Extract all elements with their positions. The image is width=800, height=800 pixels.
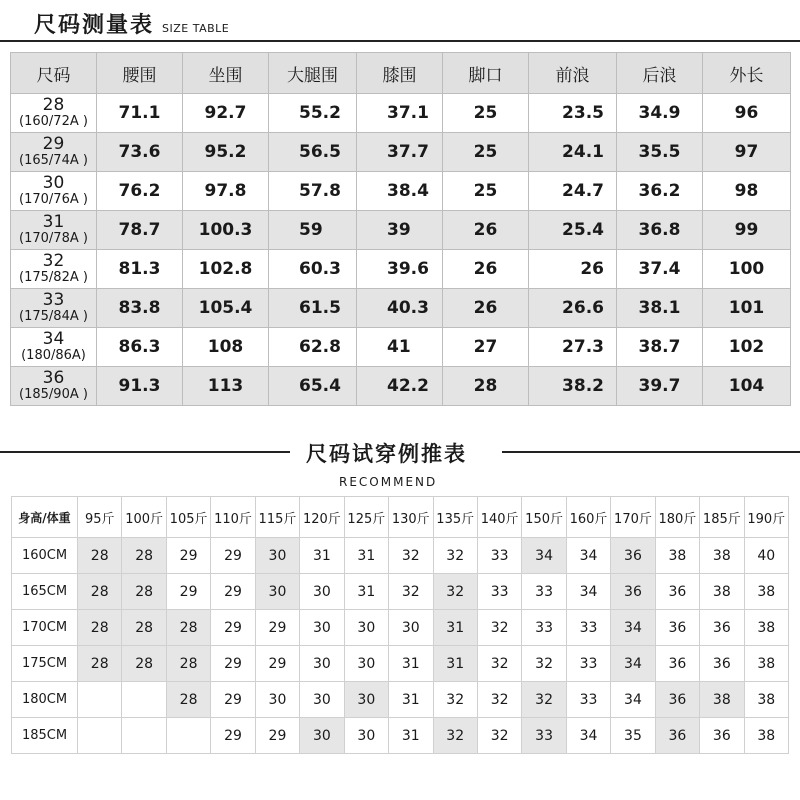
recommend-size-cell: 30 bbox=[344, 718, 388, 754]
recommend-size-cell: 30 bbox=[300, 718, 344, 754]
measurement-cell: 39 bbox=[357, 211, 443, 250]
recommend-size-cell: 31 bbox=[433, 646, 477, 682]
recommend-table-header bbox=[12, 497, 789, 538]
measurement-cell: 39.7 bbox=[617, 367, 703, 406]
recommend-size-cell: 33 bbox=[477, 574, 521, 610]
measurement-cell: 97 bbox=[703, 133, 791, 172]
measurement-cell: 37.4 bbox=[617, 250, 703, 289]
recommend-size-cell: 33 bbox=[522, 574, 566, 610]
measurement-cell: 38.7 bbox=[617, 328, 703, 367]
recommend-size-cell: 38 bbox=[744, 574, 788, 610]
size-spec: (185/90A ) bbox=[19, 387, 88, 403]
size-cell bbox=[11, 289, 97, 328]
recommend-size-cell: 28 bbox=[78, 538, 122, 574]
recommend-size-cell: 28 bbox=[166, 646, 210, 682]
recommend-size-cell: 28 bbox=[78, 610, 122, 646]
recommend-size-cell: 28 bbox=[122, 574, 166, 610]
recommend-size-cell: 36 bbox=[655, 682, 699, 718]
measurement-cell: 65.4 bbox=[269, 367, 357, 406]
measurement-cell: 95.2 bbox=[183, 133, 269, 172]
size-column-header: 前浪 bbox=[529, 53, 617, 94]
measurement-cell: 26 bbox=[443, 289, 529, 328]
recommend-size-cell: 32 bbox=[477, 682, 521, 718]
size-row bbox=[11, 211, 791, 250]
weight-header: 120斤 bbox=[300, 497, 344, 538]
measurement-cell: 104 bbox=[703, 367, 791, 406]
size-table-header bbox=[11, 53, 791, 94]
recommend-size-cell: 31 bbox=[344, 574, 388, 610]
measurement-cell: 38.4 bbox=[357, 172, 443, 211]
recommend-size-cell: 29 bbox=[211, 538, 255, 574]
weight-header: 185斤 bbox=[700, 497, 744, 538]
measurement-cell: 76.2 bbox=[97, 172, 183, 211]
measurement-cell: 25.4 bbox=[529, 211, 617, 250]
size-row bbox=[11, 133, 791, 172]
recommend-size-cell: 30 bbox=[300, 646, 344, 682]
recommend-size-cell: 30 bbox=[300, 574, 344, 610]
measurement-cell: 56.5 bbox=[269, 133, 357, 172]
recommend-size-cell: 34 bbox=[566, 718, 610, 754]
measurement-cell: 36.8 bbox=[617, 211, 703, 250]
recommend-size-cell: 31 bbox=[300, 538, 344, 574]
recommend-size-cell bbox=[166, 718, 210, 754]
weight-header: 190斤 bbox=[744, 497, 788, 538]
measurement-cell: 42.2 bbox=[357, 367, 443, 406]
measurement-cell: 61.5 bbox=[269, 289, 357, 328]
size-table-title: 尺码测量表 bbox=[34, 13, 155, 38]
recommend-row bbox=[12, 610, 789, 646]
recommend-size-cell: 30 bbox=[255, 574, 299, 610]
recommend-size-cell: 33 bbox=[522, 718, 566, 754]
measurement-cell: 25 bbox=[443, 133, 529, 172]
measurement-cell: 108 bbox=[183, 328, 269, 367]
size-column-header: 脚口 bbox=[443, 53, 529, 94]
weight-header: 115斤 bbox=[255, 497, 299, 538]
recommend-size-cell: 36 bbox=[611, 574, 655, 610]
recommend-size-cell: 32 bbox=[433, 682, 477, 718]
size-spec: (160/72A ) bbox=[19, 114, 88, 130]
recommend-size-cell: 28 bbox=[166, 610, 210, 646]
recommend-size-cell: 34 bbox=[611, 682, 655, 718]
recommend-size-cell: 38 bbox=[744, 718, 788, 754]
size-label: 31 bbox=[42, 212, 65, 233]
measurement-cell: 113 bbox=[183, 367, 269, 406]
size-cell bbox=[11, 211, 97, 250]
recommend-size-cell: 29 bbox=[255, 646, 299, 682]
recommend-size-cell: 32 bbox=[389, 574, 433, 610]
size-cell bbox=[11, 172, 97, 211]
measurement-cell: 83.8 bbox=[97, 289, 183, 328]
recommend-size-cell: 29 bbox=[255, 610, 299, 646]
measurement-cell: 102 bbox=[703, 328, 791, 367]
measurement-cell: 57.8 bbox=[269, 172, 357, 211]
recommend-size-cell: 28 bbox=[78, 574, 122, 610]
size-spec: (180/86A) bbox=[21, 348, 86, 364]
size-label: 33 bbox=[42, 290, 65, 311]
recommend-size-cell: 28 bbox=[122, 646, 166, 682]
height-label: 165CM bbox=[12, 574, 78, 610]
measurement-cell: 100.3 bbox=[183, 211, 269, 250]
recommend-size-cell: 40 bbox=[744, 538, 788, 574]
measurement-cell: 23.5 bbox=[529, 94, 617, 133]
size-row bbox=[11, 367, 791, 406]
weight-header: 110斤 bbox=[211, 497, 255, 538]
recommend-size-cell: 30 bbox=[255, 682, 299, 718]
height-label: 180CM bbox=[12, 682, 78, 718]
header-rule bbox=[0, 40, 800, 42]
recommend-size-cell: 31 bbox=[433, 610, 477, 646]
measurement-cell: 73.6 bbox=[97, 133, 183, 172]
measurement-cell: 34.9 bbox=[617, 94, 703, 133]
height-label: 175CM bbox=[12, 646, 78, 682]
recommend-size-cell bbox=[122, 682, 166, 718]
recommend-size-cell: 29 bbox=[211, 610, 255, 646]
recommend-size-cell: 30 bbox=[300, 610, 344, 646]
measurement-cell: 99 bbox=[703, 211, 791, 250]
recommend-size-cell: 31 bbox=[389, 682, 433, 718]
recommend-size-cell: 29 bbox=[211, 646, 255, 682]
measurement-cell: 102.8 bbox=[183, 250, 269, 289]
weight-header: 170斤 bbox=[611, 497, 655, 538]
measurement-cell: 35.5 bbox=[617, 133, 703, 172]
size-column-header: 外长 bbox=[703, 53, 791, 94]
recommend-size-cell: 36 bbox=[700, 646, 744, 682]
measurement-cell: 27 bbox=[443, 328, 529, 367]
recommend-table bbox=[11, 496, 789, 754]
size-row bbox=[11, 289, 791, 328]
weight-header: 130斤 bbox=[389, 497, 433, 538]
recommend-size-cell: 30 bbox=[344, 610, 388, 646]
size-column-header: 后浪 bbox=[617, 53, 703, 94]
size-table-subtitle: SIZE TABLE bbox=[162, 22, 230, 35]
measurement-cell: 59 bbox=[269, 211, 357, 250]
size-column-header: 大腿围 bbox=[269, 53, 357, 94]
recommend-size-cell: 30 bbox=[300, 682, 344, 718]
recommend-size-cell: 30 bbox=[255, 538, 299, 574]
measurement-cell: 24.1 bbox=[529, 133, 617, 172]
size-column-header: 坐围 bbox=[183, 53, 269, 94]
weight-header: 95斤 bbox=[78, 497, 122, 538]
measurement-cell: 25 bbox=[443, 172, 529, 211]
recommend-size-cell: 30 bbox=[389, 610, 433, 646]
recommend-size-cell: 33 bbox=[477, 538, 521, 574]
recommend-size-cell: 34 bbox=[611, 610, 655, 646]
size-column-header: 尺码 bbox=[11, 53, 97, 94]
recommend-size-cell: 28 bbox=[122, 538, 166, 574]
recommend-size-cell bbox=[122, 718, 166, 754]
size-row bbox=[11, 328, 791, 367]
size-label: 29 bbox=[42, 134, 65, 155]
measurement-cell: 96 bbox=[703, 94, 791, 133]
size-row bbox=[11, 94, 791, 133]
recommend-size-cell: 34 bbox=[566, 574, 610, 610]
weight-header: 125斤 bbox=[344, 497, 388, 538]
recommend-size-cell: 36 bbox=[655, 646, 699, 682]
size-cell bbox=[11, 133, 97, 172]
size-spec: (175/84A ) bbox=[19, 309, 88, 325]
measurement-cell: 26.6 bbox=[529, 289, 617, 328]
recommend-size-cell: 34 bbox=[611, 646, 655, 682]
measurement-cell: 81.3 bbox=[97, 250, 183, 289]
recommend-size-cell: 32 bbox=[522, 646, 566, 682]
measurement-cell: 26 bbox=[443, 211, 529, 250]
recommend-size-cell: 32 bbox=[433, 574, 477, 610]
weight-header: 150斤 bbox=[522, 497, 566, 538]
recommend-size-cell: 36 bbox=[700, 610, 744, 646]
measurement-cell: 97.8 bbox=[183, 172, 269, 211]
size-spec: (170/76A ) bbox=[19, 192, 88, 208]
recommend-size-cell: 36 bbox=[655, 718, 699, 754]
measurement-cell: 37.1 bbox=[357, 94, 443, 133]
recommend-rule-left bbox=[0, 451, 290, 453]
recommend-size-cell: 32 bbox=[433, 718, 477, 754]
measurement-cell: 38.1 bbox=[617, 289, 703, 328]
recommend-row bbox=[12, 574, 789, 610]
measurement-cell: 98 bbox=[703, 172, 791, 211]
size-label: 28 bbox=[42, 95, 65, 116]
size-label: 34 bbox=[42, 329, 65, 350]
recommend-size-cell: 29 bbox=[211, 682, 255, 718]
measurement-cell: 39.6 bbox=[357, 250, 443, 289]
recommend-size-cell: 33 bbox=[566, 646, 610, 682]
measurement-cell: 78.7 bbox=[97, 211, 183, 250]
measurement-cell: 100 bbox=[703, 250, 791, 289]
recommend-size-cell: 36 bbox=[655, 574, 699, 610]
size-cell bbox=[11, 94, 97, 133]
recommend-size-cell: 29 bbox=[166, 538, 210, 574]
size-label: 32 bbox=[42, 251, 65, 272]
size-cell bbox=[11, 328, 97, 367]
recommend-size-cell: 34 bbox=[522, 538, 566, 574]
measurement-cell: 60.3 bbox=[269, 250, 357, 289]
recommend-title: 尺码试穿例推表 bbox=[306, 442, 467, 466]
measurement-cell: 91.3 bbox=[97, 367, 183, 406]
height-label: 160CM bbox=[12, 538, 78, 574]
measurement-cell: 38.2 bbox=[529, 367, 617, 406]
recommend-size-cell: 32 bbox=[477, 718, 521, 754]
recommend-rule-right bbox=[502, 451, 800, 453]
measurement-cell: 71.1 bbox=[97, 94, 183, 133]
recommend-size-cell: 32 bbox=[477, 646, 521, 682]
recommend-size-cell bbox=[78, 682, 122, 718]
recommend-size-cell: 38 bbox=[744, 646, 788, 682]
weight-header: 140斤 bbox=[477, 497, 521, 538]
recommend-size-cell: 38 bbox=[700, 682, 744, 718]
weight-header: 100斤 bbox=[122, 497, 166, 538]
recommend-size-cell: 36 bbox=[611, 538, 655, 574]
recommend-size-cell: 31 bbox=[344, 538, 388, 574]
recommend-row bbox=[12, 646, 789, 682]
size-row bbox=[11, 172, 791, 211]
weight-header: 135斤 bbox=[433, 497, 477, 538]
measurement-cell: 55.2 bbox=[269, 94, 357, 133]
recommend-size-cell: 33 bbox=[566, 682, 610, 718]
recommend-size-cell: 36 bbox=[700, 718, 744, 754]
recommend-size-cell: 38 bbox=[655, 538, 699, 574]
recommend-size-cell: 28 bbox=[166, 682, 210, 718]
size-cell bbox=[11, 367, 97, 406]
size-row bbox=[11, 250, 791, 289]
recommend-subtitle: RECOMMEND bbox=[339, 475, 438, 489]
page-header bbox=[34, 8, 229, 39]
recommend-size-cell: 29 bbox=[166, 574, 210, 610]
recommend-size-cell: 33 bbox=[522, 610, 566, 646]
weight-header: 180斤 bbox=[655, 497, 699, 538]
height-label: 170CM bbox=[12, 610, 78, 646]
size-spec: (165/74A ) bbox=[19, 153, 88, 169]
measurement-cell: 26 bbox=[443, 250, 529, 289]
weight-header: 105斤 bbox=[166, 497, 210, 538]
measurement-cell: 36.2 bbox=[617, 172, 703, 211]
measurement-cell: 40.3 bbox=[357, 289, 443, 328]
size-spec: (175/82A ) bbox=[19, 270, 88, 286]
recommend-size-cell: 28 bbox=[122, 610, 166, 646]
measurement-cell: 25 bbox=[443, 94, 529, 133]
measurement-cell: 27.3 bbox=[529, 328, 617, 367]
recommend-row bbox=[12, 682, 789, 718]
recommend-row bbox=[12, 538, 789, 574]
measurement-cell: 105.4 bbox=[183, 289, 269, 328]
measurement-cell: 101 bbox=[703, 289, 791, 328]
recommend-size-cell: 31 bbox=[389, 646, 433, 682]
recommend-size-cell: 30 bbox=[344, 682, 388, 718]
recommend-size-cell: 31 bbox=[389, 718, 433, 754]
height-label: 185CM bbox=[12, 718, 78, 754]
recommend-size-cell: 36 bbox=[655, 610, 699, 646]
recommend-size-cell: 38 bbox=[700, 538, 744, 574]
recommend-size-cell: 38 bbox=[744, 610, 788, 646]
recommend-size-cell: 32 bbox=[522, 682, 566, 718]
recommend-size-cell: 32 bbox=[389, 538, 433, 574]
measurement-cell: 41 bbox=[357, 328, 443, 367]
recommend-size-cell: 33 bbox=[566, 610, 610, 646]
measurement-cell: 28 bbox=[443, 367, 529, 406]
measurement-cell: 62.8 bbox=[269, 328, 357, 367]
recommend-size-cell: 29 bbox=[211, 718, 255, 754]
size-measurement-table bbox=[10, 52, 791, 406]
measurement-cell: 37.7 bbox=[357, 133, 443, 172]
size-label: 30 bbox=[42, 173, 65, 194]
weight-header: 160斤 bbox=[566, 497, 610, 538]
size-spec: (170/78A ) bbox=[19, 231, 88, 247]
size-column-header: 膝围 bbox=[357, 53, 443, 94]
recommend-size-cell: 35 bbox=[611, 718, 655, 754]
measurement-cell: 92.7 bbox=[183, 94, 269, 133]
recommend-size-cell bbox=[78, 718, 122, 754]
measurement-cell: 86.3 bbox=[97, 328, 183, 367]
height-weight-corner: 身高/体重 bbox=[12, 497, 78, 538]
size-label: 36 bbox=[42, 368, 65, 389]
recommend-size-cell: 34 bbox=[566, 538, 610, 574]
recommend-size-cell: 38 bbox=[744, 682, 788, 718]
recommend-size-cell: 29 bbox=[211, 574, 255, 610]
recommend-size-cell: 28 bbox=[78, 646, 122, 682]
measurement-cell: 24.7 bbox=[529, 172, 617, 211]
recommend-size-cell: 32 bbox=[477, 610, 521, 646]
measurement-cell: 26 bbox=[529, 250, 617, 289]
recommend-row bbox=[12, 718, 789, 754]
recommend-size-cell: 38 bbox=[700, 574, 744, 610]
size-column-header: 腰围 bbox=[97, 53, 183, 94]
recommend-size-cell: 30 bbox=[344, 646, 388, 682]
recommend-size-cell: 32 bbox=[433, 538, 477, 574]
recommend-size-cell: 29 bbox=[255, 718, 299, 754]
size-cell bbox=[11, 250, 97, 289]
